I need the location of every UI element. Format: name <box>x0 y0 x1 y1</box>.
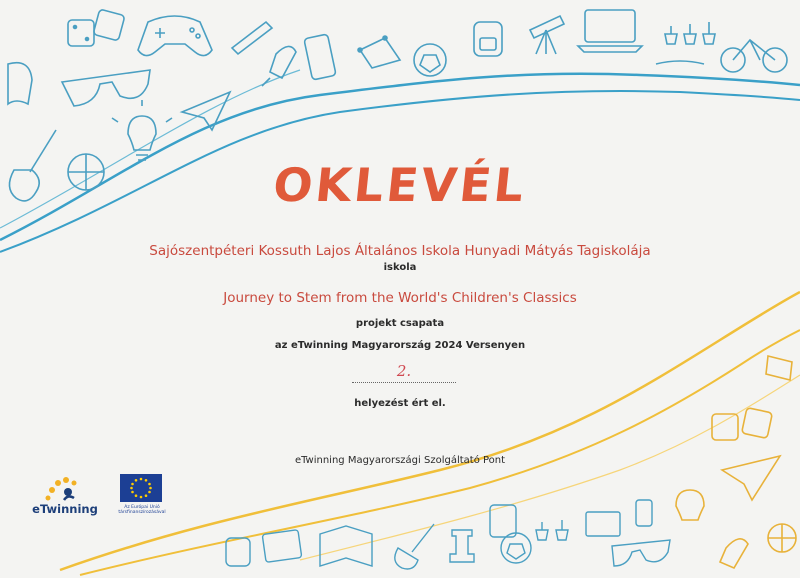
plants-icon <box>665 22 715 44</box>
laptop-icon-bottom <box>586 512 620 536</box>
gamepad-icon <box>138 16 212 56</box>
phone-icon-bottom-2 <box>636 500 652 526</box>
achievement-label: helyezést ért el. <box>354 398 446 409</box>
lightbulb-icon-bottom <box>676 490 704 520</box>
soccer-ball-icon <box>414 44 446 76</box>
chess-rook-icon <box>450 530 474 562</box>
plants-icon-bottom <box>536 520 568 540</box>
etwinning-stars-icon <box>30 476 100 504</box>
dice-icon <box>68 9 125 46</box>
harp-icon <box>8 63 32 104</box>
phone-icon <box>304 34 336 80</box>
project-name: Journey to Stem from the World's Children's Classics <box>223 290 577 306</box>
eu-logo <box>118 474 166 522</box>
soccer-ball-icon-bottom <box>501 533 531 563</box>
constellation-icon <box>358 36 400 68</box>
pencil-icon <box>232 22 272 54</box>
school-name: Sajószentpéteri Kossuth Lajos Általános Iskola Hunyadi Mátyás Tagiskolája <box>149 243 651 259</box>
blue-wave-1 <box>0 74 800 240</box>
backpack-icon-bottom <box>226 538 250 566</box>
certificate-title: OKLEVÉL <box>270 158 530 212</box>
backpack-icon <box>474 22 502 56</box>
shuttlecock-icon <box>766 356 792 380</box>
bicycle-icon <box>721 40 787 72</box>
eu-flag-icon <box>120 474 162 502</box>
lightbulb-icon <box>112 100 172 160</box>
placement-value: 2. <box>352 362 456 383</box>
paper-plane-icon <box>182 92 230 130</box>
etwinning-logo <box>30 476 100 521</box>
dice-icon-bottom <box>712 408 772 440</box>
rocket-icon <box>262 46 296 86</box>
team-label: projekt csapata <box>355 318 445 329</box>
telescope-icon <box>530 16 564 54</box>
cloud-line-icon <box>656 61 704 64</box>
school-label: iskola <box>383 262 417 273</box>
sunglasses-icon-bottom <box>612 540 670 566</box>
map-icon-bottom <box>320 526 372 566</box>
sunglasses-icon <box>62 70 150 106</box>
eu-caption: Az Európai Unió társfinanszírozásával <box>118 505 166 515</box>
etwinning-wordmark: eTwinning <box>32 502 98 516</box>
rocket-icon-bottom <box>720 539 748 568</box>
eu-stars-icon <box>120 474 162 502</box>
laptop-icon <box>578 10 642 52</box>
basketball-icon-bottom <box>768 524 796 552</box>
tablet-icon-bottom <box>262 530 302 563</box>
contest-label: az eTwinning Magyarország 2024 Versenyen <box>274 340 526 351</box>
issuer-name: eTwinning Magyarországi Szolgáltató Pont <box>294 455 506 466</box>
